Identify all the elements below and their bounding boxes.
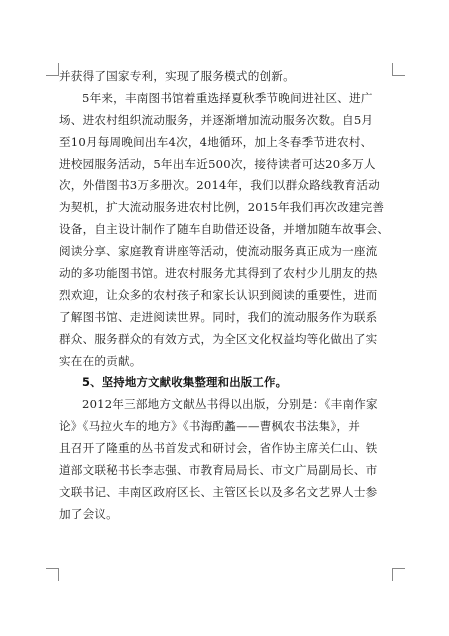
text-line: 文联书记、丰南区政府区长、主管区长以及多名文艺界人士参: [59, 484, 378, 499]
text-line: 了解图书馆、走进阅读世界。同时，我们的流动服务作为联系: [59, 309, 378, 324]
text-line: 实在在的贡献。: [59, 353, 142, 368]
paragraph-first-line: 2012年三部地方文献丛书得以出版，分别是：《丰南作家: [82, 397, 378, 412]
paragraph-first-line: 5年来，丰南图书馆着重选择夏秋季节晚间进社区、进广: [82, 90, 373, 105]
text-line: 烈欢迎，让众多的农村孩子和家长认识到阅读的重要性，进而: [59, 287, 378, 302]
section-heading: 5、坚持地方文献收集整理和出版工作。: [82, 375, 288, 390]
document-body: [59, 66, 392, 526]
text-line: 为契机，扩大流动服务进农村比例，2015年我们再次改建完善: [59, 200, 385, 215]
text-line: 并获得了国家专利，实现了服务模式的创新。: [59, 69, 295, 83]
text-line: 设备，自主设计制作了随车自助借还设备，并增加随车故事会、: [59, 222, 390, 237]
text-line: 加了会议。: [59, 506, 118, 521]
text-line: 道部文联秘书长李志强、市教育局局长、市文广局副局长、市: [59, 463, 378, 478]
text-line: 动的多功能图书馆。进农村服务尤其得到了农村少儿朋友的热: [59, 266, 378, 281]
crop-mark-top-right: [392, 63, 405, 76]
text-line: 至10月每周晚间出车4次，4地循环，加上冬春季节进农村、: [59, 134, 373, 149]
text-line: 阅读分享、家庭教育讲座等活动，使流动服务真正成为一座流: [59, 244, 378, 259]
text-line: 且召开了隆重的丛书首发式和研讨会，省作协主席关仁山、铁: [59, 441, 378, 456]
text-line: 场、进农村组织流动服务，并逐渐增加流动服务次数。自5月: [59, 112, 374, 127]
crop-mark-bottom-left: [46, 568, 59, 581]
text-line: 论》《马拉火车的地方》《书海酌蠡——曹枫农书法集》，并: [59, 419, 361, 434]
text-line: 次，外借图书3万多册次。2014年，我们以群众路线教育活动: [59, 178, 380, 193]
crop-mark-bottom-right: [392, 568, 405, 581]
crop-mark-top-left: [46, 63, 59, 76]
text-line: 进校园服务活动，5年出车近500次，接待读者可达20多万人: [59, 156, 376, 171]
text-line: 群众、服务群众的有效方式，为全区文化权益均等化做出了实: [59, 331, 378, 346]
